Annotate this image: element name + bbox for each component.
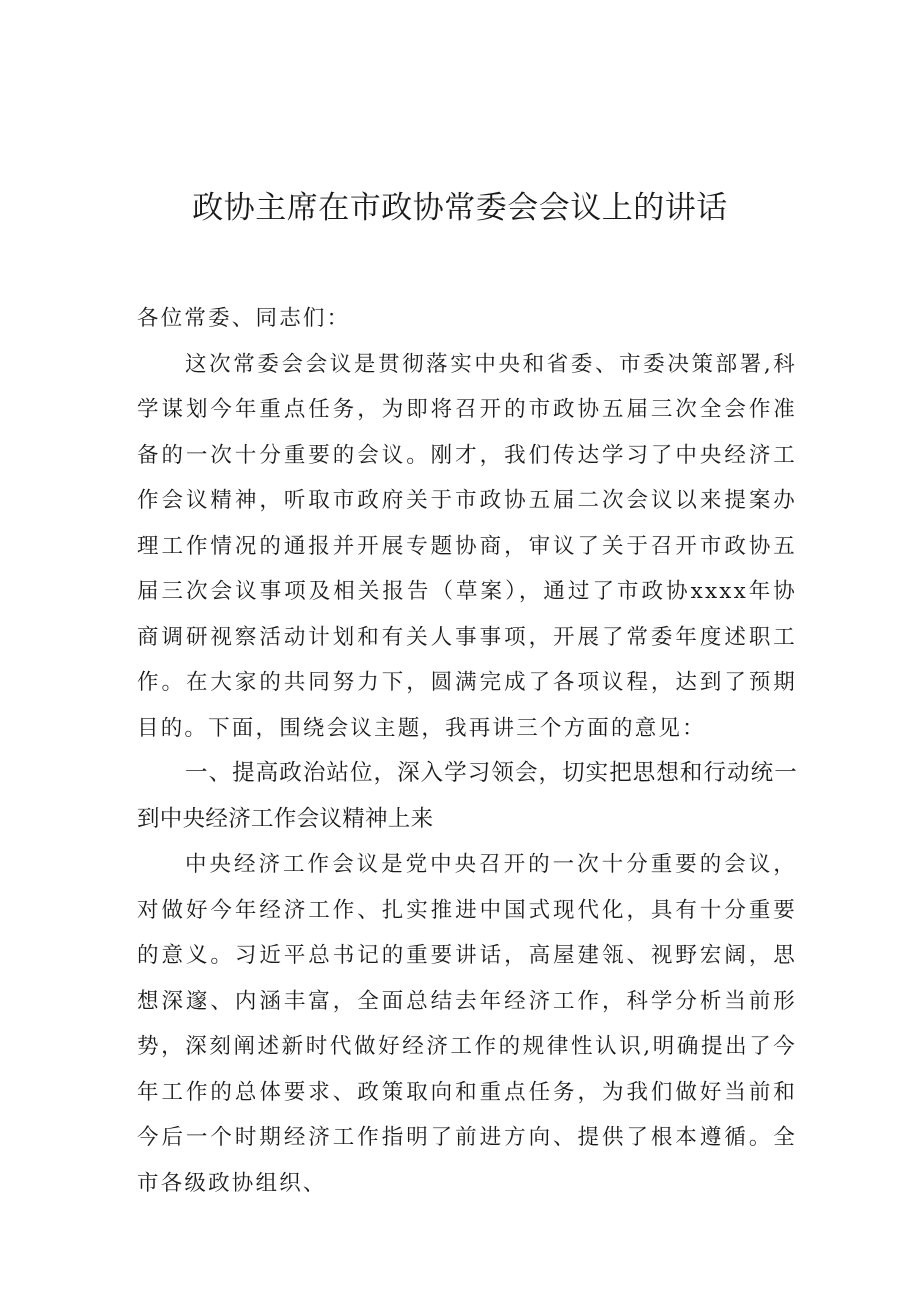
salutation: 各位常委、同志们： — [137, 306, 351, 331]
paragraph-section-1: 中央经济工作会议是党中央召开的一次十分重要的会议，对做好今年经济工作、扎实推进中国式现代化，具有十分重要的意义。习近平总书记的重要讲话，高屋建瓴、视野宏阔，思想深邃、内涵丰富，全面总结去年经济工作，科学分析当前形势，深刻阐述新时代做好经济工作的规律性认识,明确提出了今年工作的总体要求、政策取向和重点任务，为我们做好当前和今后一个时期经济工作指明了前进方向、提供了根本遵循。全市各级政协组织、 — [137, 852, 797, 1196]
document-body — [137, 296, 797, 1206]
document-title: 政协主席在市政协常委会会议上的讲话 — [192, 190, 728, 226]
section-heading-1: 一、提高政治站位，深入学习领会，切实把思想和行动统一到中央经济工作会议精神上来 — [137, 760, 797, 832]
paragraph-intro: 这次常委会会议是贯彻落实中央和省委、市委决策部署,科学谋划今年重点任务，为即将召开的市政协五届三次全会作准备的一次十分重要的会议。刚才，我们传达学习了中央经济工作会议精神，听取市政府关于市政协五届二次会议以来提案办理工作情况的通报并开展专题协商，审议了关于召开市政协五届三次会议事项及相关报告（草案），通过了市政协xxxx年协商调研视察活动计划和有关人事事项，开展了常委年度述职工作。在大家的共同努力下，圆满完成了各项议程，达到了预期目的。下面，围绕会议主题，我再讲三个方面的意见： — [137, 351, 797, 741]
